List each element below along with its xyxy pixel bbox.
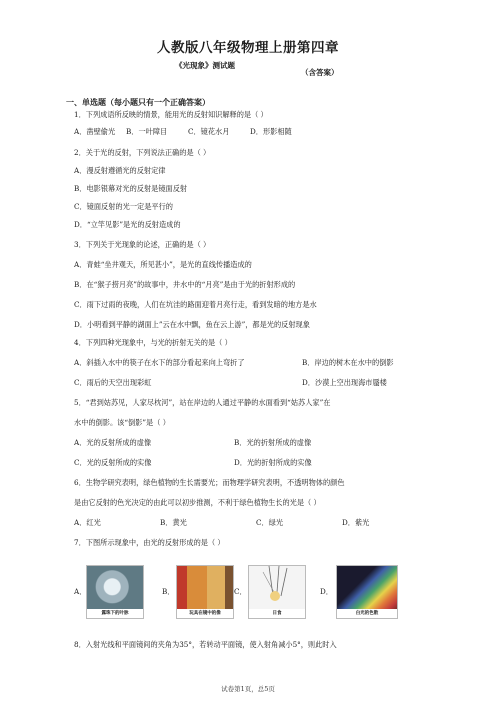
question-1-stem: 1．下列成语所反映的情景，能用光的反射知识解释的是（ ） <box>74 110 268 119</box>
question-4-stem: 4．下列四种光现象中，与光的折射无关的是（ ） <box>74 338 232 347</box>
q6-option-c: C．绿光 <box>256 518 284 527</box>
q1-option-c: C．镜花水月 <box>188 127 230 136</box>
question-3-stem: 3．下列关于光现象的论述，正确的是（ ） <box>74 240 211 249</box>
q7-caption-c: 日食 <box>249 609 305 618</box>
q4-option-d: D．沙漠上空出现海市蜃楼 <box>302 378 387 387</box>
q7-label-a: A． <box>74 587 87 596</box>
question-5-stem-line2: 水中的倒影。该“倒影”是（ ） <box>74 418 170 427</box>
dispersion-photo <box>336 565 398 619</box>
page-title: 人教版八年级物理上册第四章 <box>157 40 339 56</box>
q4-option-c: C．雨后的天空出现彩虹 <box>74 378 152 387</box>
q3-option-c: C．雨下过雨的夜晚，人们在坑洼的路面迎着月亮行走，看到发暗的地方是水 <box>74 300 317 309</box>
q5-option-b: B．光的折射所成的虚像 <box>234 438 312 447</box>
toy-mirror-photo <box>176 565 234 619</box>
q1-option-b: B．一叶障目 <box>126 127 168 136</box>
q6-option-b: B．黄光 <box>160 518 187 527</box>
q2-option-a: A．漫反射遵循光的反射定律 <box>74 166 166 175</box>
question-7-image-options <box>74 565 434 619</box>
q7-caption-a: 露珠下的叶脉 <box>87 609 143 618</box>
q6-option-a: A．红光 <box>74 518 101 527</box>
q7-caption-d: 白光的色散 <box>337 609 397 618</box>
question-6-stem-line2: 是由它反射的色光决定的由此可以初步推测，不利于绿色植物生长的光是（ ） <box>74 498 321 507</box>
dewdrop-leaf-photo <box>86 565 144 619</box>
page-footer: 试卷第1页，总5页 <box>221 685 275 693</box>
question-2-stem: 2．关于光的反射，下列说法正确的是（ ） <box>74 148 211 157</box>
q4-option-a: A．斜插入水中的筷子在水下的部分看起来向上弯折了 <box>74 358 245 367</box>
q7-label-b: B． <box>162 587 175 596</box>
question-5-stem-line1: 5．“君到姑苏见，人家尽枕河”，站在岸边的人通过平静的水面看到“姑苏人家”在 <box>74 398 331 407</box>
test-subtitle: 《光现象》测试题 <box>175 61 235 70</box>
q3-option-d: D．小明看到平静的湖面上”云在水中飘，鱼在云上游”，都是光的反射现象 <box>74 320 310 329</box>
q5-option-c: C．光的反射所成的实像 <box>74 458 152 467</box>
q6-option-d: D．紫光 <box>342 518 370 527</box>
question-7-stem: 7．下图所示现象中，由光的反射形成的是（ ） <box>74 538 225 547</box>
q7-caption-b: 玩具在镜中的像 <box>177 609 233 618</box>
q7-label-d: D． <box>320 587 333 596</box>
q2-option-d: D．“立竿见影”是光的反射造成的 <box>74 220 181 229</box>
section-title: 一、单选题（每小题只有一个正确答案） <box>66 97 210 107</box>
q4-option-b: B．岸边的树木在水中的倒影 <box>302 358 394 367</box>
q5-option-a: A．光的反射所成的虚像 <box>74 438 152 447</box>
q5-option-d: D．光的折射所成的实像 <box>234 458 312 467</box>
question-8-stem: 8．入射光线和平面镜间的夹角为35°，若转动平面镜，使入射角减小5°，则此时入 <box>74 640 337 649</box>
question-6-stem-line1: 6．生物学研究表明，绿色植物的生长需要光；而物理学研究表明，不透明物体的颜色 <box>74 478 345 487</box>
q2-option-c: C．镜面反射的光一定是平行的 <box>74 202 173 211</box>
q1-option-a: A．凿壁偷光 <box>74 127 116 136</box>
q3-option-a: A．青蛙“坐井观天，所见甚小”，是光的直线传播造成的 <box>74 260 252 269</box>
q1-option-d: D．形影相随 <box>250 127 292 136</box>
answer-note: （含答案） <box>301 68 339 77</box>
q2-option-b: B．电影银幕对光的反射是镜面反射 <box>74 184 188 193</box>
q7-label-c: C． <box>234 587 247 596</box>
q3-option-b: B．在“猴子捞月亮”的故事中，井水中的“月亮”是由于光的折射形成的 <box>74 280 296 289</box>
eclipse-photo <box>248 565 306 619</box>
